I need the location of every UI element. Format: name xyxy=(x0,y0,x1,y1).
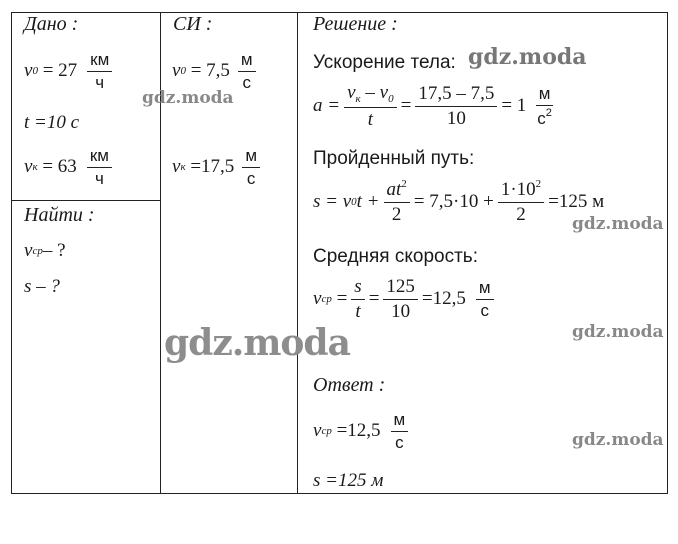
given-header: Дано : xyxy=(24,13,79,35)
answer-v: v ср =12,5 $\frac{м}{с}$ xyxy=(313,410,412,452)
avg-label: Средняя скорость: xyxy=(313,246,478,267)
watermark-logo: gdz.moda xyxy=(572,322,664,342)
accel-formula: a = $\frac{v_к - v_0}{t}$ = $\frac{17,5 - 7,5}{10}$ = 1 $\frac{м}{с^2}$ xyxy=(313,82,552,130)
watermark-logo: gdz.moda xyxy=(572,430,664,450)
watermark-logo: gdz.moda xyxy=(572,214,664,234)
watermark-logo: gdz.moda xyxy=(142,88,234,108)
avg-formula: v ср = $\frac{s}{t}$ = $\frac{125}{10}$ =12,5 $\frac{м}{с}$ xyxy=(313,276,498,323)
watermark-logo: gdz.moda xyxy=(164,322,350,364)
column-divider-1 xyxy=(160,13,161,493)
find-s: s – ? xyxy=(24,276,60,297)
accel-label: Ускорение тела: xyxy=(313,52,456,73)
path-label: Пройденный путь: xyxy=(313,148,475,169)
find-header: Найти : xyxy=(24,204,95,226)
answer-header: Ответ : xyxy=(313,374,386,396)
given-vk: v к = 63 $\frac{км}{ч}$ xyxy=(24,146,116,188)
si-vk: v к =17,5 $\frac{м}{с}$ xyxy=(172,146,264,188)
si-header: СИ : xyxy=(173,13,213,35)
answer-s: s =125 м xyxy=(313,470,384,491)
given-find-divider xyxy=(12,200,161,201)
given-t: t =10 с xyxy=(24,112,80,133)
find-vcp: v ср – ? xyxy=(24,240,66,261)
si-v0: v 0 = 7,5 $\frac{м}{с}$ xyxy=(172,50,260,92)
path-formula: s = v 0 t + $\frac{at^2}{2}$ = 7,5·10 + $\frac{1\cdot 10^2}{2}$ =125 м xyxy=(313,178,605,225)
given-v0: v 0 = 27 $\frac{км}{ч}$ xyxy=(24,50,116,92)
watermark-logo: gdz.moda xyxy=(468,44,587,70)
column-divider-2 xyxy=(297,13,298,493)
solution-header: Решение : xyxy=(313,13,398,35)
